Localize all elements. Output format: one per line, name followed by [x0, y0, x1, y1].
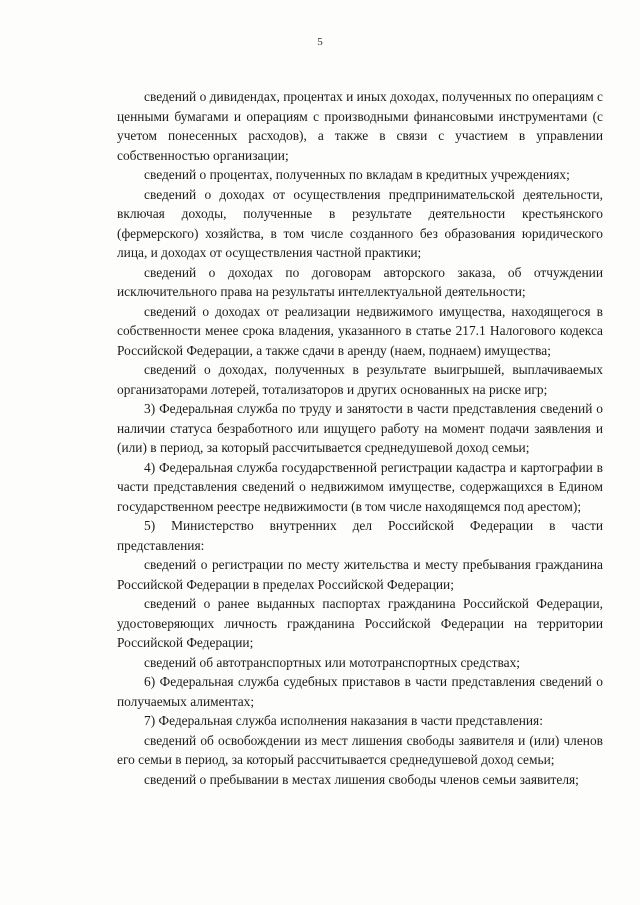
page-number: 5: [317, 36, 323, 48]
paragraph-passports: сведений о ранее выданных паспортах гражданина Российской Федерации, удостоверяющих личность гражданина Российской Федерации на территории Российской Федерации;: [117, 596, 603, 650]
paragraph-item-7-penitentiary: 7) Федеральная служба исполнения наказания в части представления:: [144, 713, 543, 728]
paragraph-registration: сведений о регистрации по месту жительства и месту пребывания гражданина Российской Федерации в пределах Российской Федерации;: [117, 557, 603, 592]
paragraph-deposit-interest: сведений о процентах, полученных по вкладам в кредитных учреждениях;: [144, 167, 570, 182]
paragraph-author-contracts: сведений о доходах по договорам авторского заказа, об отчуждении исключительного права на результаты интеллектуальной деятельности;: [117, 264, 603, 299]
document-body: [117, 87, 603, 789]
paragraph-item-6-bailiffs: 6) Федеральная служба судебных приставов в части представления сведений о получаемых алиментах;: [117, 674, 603, 709]
paragraph-dividends: сведений о дивидендах, процентах и иных доходах, полученных по операциям с ценными бумагами и операциям с производными финансовыми инструментами (с учетом понесенных расходов), а также в связи с участием в управлении собственностью организации;: [117, 89, 603, 163]
paragraph-in-prison: сведений о пребывании в местах лишения свободы членов семьи заявителя;: [144, 771, 579, 787]
paragraph-release-from-prison: сведений об освобождении из мест лишения свободы заявителя и (или) членов его семьи в период, за который рассчитывается среднедушевой доход семьи;: [117, 732, 603, 767]
paragraph-business-income: сведений о доходах от осуществления предпринимательской деятельности, включая доходы, полученные в результате деятельности крестьянского (фермерского) хозяйства, в том числе созданного без образования юридического лица, и доходах от осуществления частной практики;: [117, 186, 603, 260]
paragraph-item-3-employment-service: 3) Федеральная служба по труду и занятости в части представления сведений о наличии статуса безработного или ищущего работу на момент подачи заявления и (или) в период, за который рассчитывается среднедушевой доход семьи;: [117, 401, 603, 455]
paragraph-item-4-rosreestr: 4) Федеральная служба государственной регистрации кадастра и картографии в части представления сведений о недвижимом имуществе, содержащихся в Едином государственном реестре недвижимости (в том числе находящемся под арестом);: [117, 459, 603, 514]
paragraph-real-estate-sale: сведений о доходах от реализации недвижимого имущества, находящегося в собственности менее срока владения, указанного в статье 217.1 Налогового кодекса Российской Федерации, а также сдачи в аренду (наем, поднаем) имущества;: [117, 303, 603, 358]
paragraph-lottery-winnings: сведений о доходах, полученных в результате выигрышей, выплачиваемых организаторами лотерей, тотализаторов и других основанных на риске игр;: [117, 362, 603, 397]
paragraph-item-5-mvd: 5) Министерство внутренних дел Российской Федерации в части представления:: [117, 518, 603, 553]
paragraph-vehicles: сведений об автотранспортных или мототранспортных средствах;: [144, 654, 521, 670]
